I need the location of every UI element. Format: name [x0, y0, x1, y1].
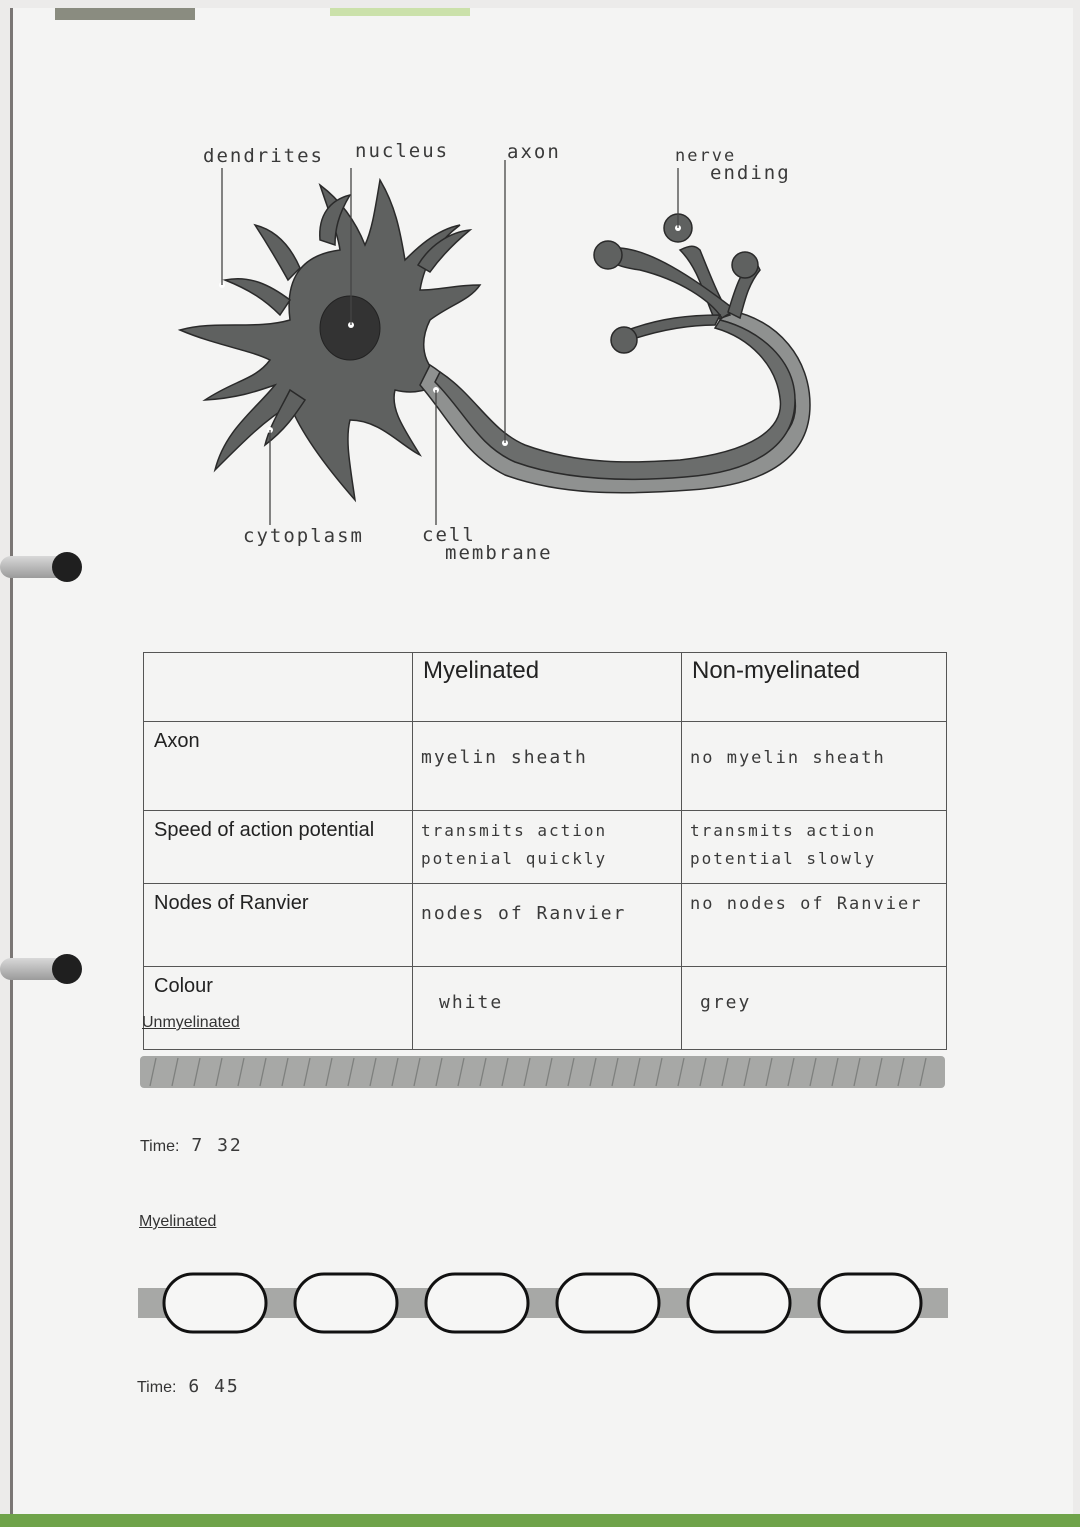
label-ending: ending — [710, 162, 791, 184]
myelinated-time — [137, 1376, 240, 1397]
myelinated-axon-strip — [136, 1270, 951, 1336]
row-label: Nodes of Ranvier — [144, 884, 413, 967]
table-row — [144, 967, 947, 1050]
row-label: Colour — [144, 967, 413, 1050]
table-row — [144, 811, 947, 884]
time-value: 6 45 — [188, 1376, 240, 1397]
myelinated-title: Myelinated — [139, 1213, 217, 1230]
neuron-diagram — [0, 0, 1080, 620]
label-cell: cell — [422, 524, 476, 546]
myelin-sheath — [426, 1274, 528, 1332]
table-header-cell: Myelinated — [413, 653, 682, 722]
bottom-edge-strip — [0, 1514, 1080, 1527]
table-header-cell: Non-myelinated — [682, 653, 947, 722]
unmyelinated-time — [140, 1135, 243, 1156]
label-membrane: membrane — [445, 542, 553, 564]
cell-myelinated: nodes of Ranvier — [413, 884, 682, 967]
label-nerve: nerve — [675, 146, 737, 166]
myelin-sheath — [295, 1274, 397, 1332]
label-dendrites: dendrites — [203, 145, 324, 167]
cell-myelinated: myelin sheath — [413, 722, 682, 811]
time-value: 7 32 — [191, 1135, 243, 1156]
cell-myelinated: white — [413, 967, 682, 1050]
unmyelinated-axon-strip — [138, 1052, 948, 1092]
myelin-sheath — [164, 1274, 266, 1332]
myelin-sheath — [688, 1274, 790, 1332]
myelin-sheath — [819, 1274, 921, 1332]
time-label: Time: — [140, 1138, 180, 1155]
cell-non-myelinated: transmits action potential slowly — [682, 811, 947, 884]
unmyelinated-title: Unmyelinated — [142, 1014, 240, 1031]
cell-non-myelinated: grey — [682, 967, 947, 1050]
row-label: Speed of action potential — [144, 811, 413, 884]
cell-myelinated: transmits action potenial quickly — [413, 811, 682, 884]
row-label: Axon — [144, 722, 413, 811]
time-label: Time: — [137, 1379, 177, 1396]
cell-non-myelinated: no nodes of Ranvier — [682, 884, 947, 967]
myelin-sheath — [557, 1274, 659, 1332]
table-row — [144, 722, 947, 811]
table-header-cell — [144, 653, 413, 722]
cell-non-myelinated: no myelin sheath — [682, 722, 947, 811]
binder-hole-bottom — [52, 954, 82, 984]
label-cytoplasm: cytoplasm — [243, 525, 364, 547]
table-header-row — [144, 653, 947, 722]
label-axon: axon — [507, 141, 561, 163]
table-row — [144, 884, 947, 967]
comparison-table — [143, 652, 947, 1050]
label-nucleus: nucleus — [355, 140, 450, 162]
